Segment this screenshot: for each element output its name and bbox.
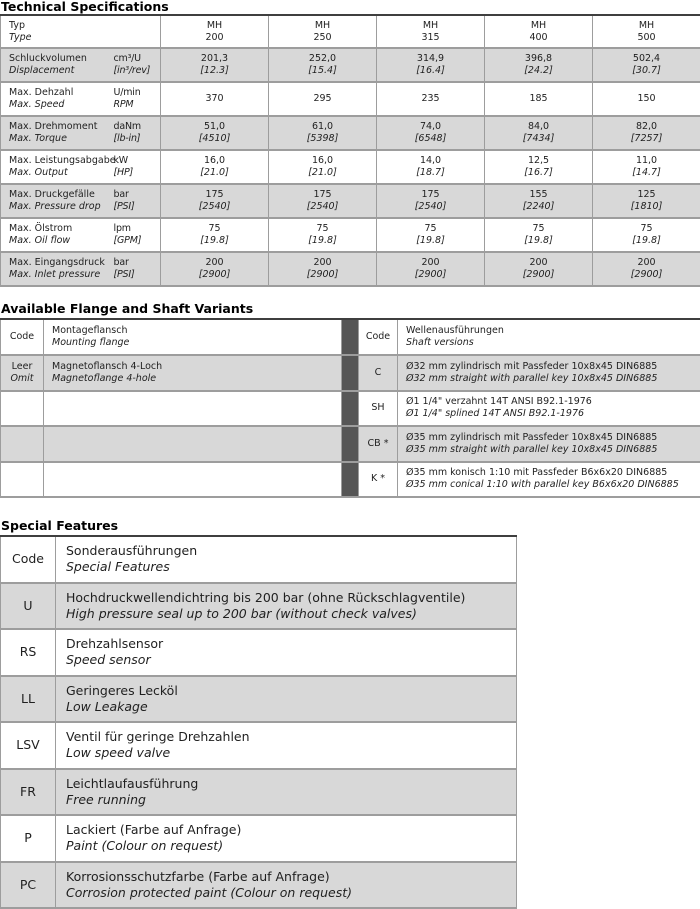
flange-desc-cell	[44, 426, 342, 462]
value-metric: 155	[529, 189, 548, 200]
feature-row-fr	[1, 769, 517, 816]
value-imperial: [2900]	[522, 269, 555, 280]
value-imperial: [2540]	[414, 201, 447, 212]
spec-label-cell	[1, 116, 113, 150]
spec-unit-de: U/min	[113, 87, 141, 98]
value-metric: 75	[208, 223, 221, 234]
spec-unit-de: daNm	[113, 121, 141, 132]
value-metric: 51,0	[203, 121, 226, 132]
spec-label-cell	[1, 218, 113, 252]
spec-label-en: Displacement	[9, 65, 75, 76]
value-metric: 200	[637, 257, 656, 268]
value-metric: 502,4	[632, 53, 661, 64]
spec-label-en: Max. Inlet pressure	[9, 269, 101, 280]
spec-value-cell	[593, 218, 700, 252]
shaft-desc-de: Ø35 mm konisch 1:10 mit Passfeder B6x6x20 DIN6885	[406, 467, 668, 479]
value-imperial: [15.4]	[308, 65, 337, 76]
value-imperial: [1810]	[630, 201, 663, 212]
value-imperial: [4510]	[198, 133, 231, 144]
feature-row-pc	[1, 862, 517, 909]
spec-label-de: Max. Druckgefälle	[9, 189, 95, 200]
feature-desc-en: High pressure seal up to 200 bar (without check valves)	[66, 605, 417, 621]
spec-unit-de: cm³/U	[113, 53, 141, 64]
spec-label-en: Max. Speed	[9, 99, 65, 110]
flange-shaft-variants-table	[0, 318, 700, 498]
feature-row-u	[1, 583, 517, 630]
model-header-cell	[269, 15, 377, 48]
model-series: MH	[314, 19, 331, 31]
spec-value-cell	[161, 82, 269, 116]
spec-unit-en: [HP]	[113, 167, 133, 178]
technical-specifications-table	[0, 14, 700, 287]
value-imperial: [2240]	[522, 201, 555, 212]
spec-value-cell	[485, 184, 593, 218]
flange-code-de: Leer	[11, 360, 33, 372]
features-header-cell	[56, 536, 517, 583]
spec-value-cell	[377, 252, 485, 286]
feature-desc-de: Hochdruckwellendichtring bis 200 bar (ohne Rückschlagventile)	[66, 589, 466, 605]
variants-row	[1, 355, 700, 391]
feature-desc-en: Free running	[66, 791, 146, 807]
section-title-flange-shaft-variants: Available Flange and Shaft Variants	[1, 301, 254, 316]
value-metric: 16,0	[203, 155, 226, 166]
spec-row-torque	[1, 116, 700, 150]
spec-row-speed	[1, 82, 700, 116]
spec-value-cell	[593, 252, 700, 286]
spec-value-cell	[377, 116, 485, 150]
flange-desc-cell	[44, 391, 342, 427]
spec-value-cell	[269, 150, 377, 184]
model-size: 315	[421, 31, 440, 43]
value-metric: 14,0	[419, 155, 442, 166]
spec-type-header-cell	[1, 15, 161, 48]
variants-row	[1, 462, 700, 498]
spec-value-cell	[161, 252, 269, 286]
spec-unit-cell	[113, 116, 161, 150]
spec-value-cell	[161, 184, 269, 218]
value-imperial: [24.2]	[524, 65, 553, 76]
spec-value-cell	[377, 218, 485, 252]
spec-unit-cell	[113, 218, 161, 252]
value-metric: 75	[316, 223, 329, 234]
spec-value-cell	[377, 150, 485, 184]
spec-label-de: Max. Eingangsdruck	[9, 257, 105, 268]
value-imperial: [2540]	[198, 201, 231, 212]
value-metric: 150	[637, 93, 656, 104]
feature-desc-de: Korrosionsschutzfarbe (Farbe auf Anfrage)	[66, 868, 330, 884]
shaft-desc-de: Ø1 1/4" verzahnt 14T ANSI B92.1-1976	[406, 396, 592, 408]
spec-label-de: Max. Drehmoment	[9, 121, 98, 132]
divider-strip	[342, 391, 359, 427]
spec-value-cell	[161, 218, 269, 252]
value-imperial: [12.3]	[200, 65, 229, 76]
shaft-desc-en: Ø32 mm straight with parallel key 10x8x45 DIN6885	[406, 372, 658, 384]
shaft-code-cell: C	[359, 355, 398, 391]
value-imperial: [5398]	[306, 133, 339, 144]
flange-code-header-cell: Code	[1, 319, 44, 355]
shaft-desc-cell	[398, 462, 700, 498]
value-imperial: [2900]	[630, 269, 663, 280]
spec-value-cell	[269, 218, 377, 252]
spec-value-cell	[377, 184, 485, 218]
spec-value-cell	[269, 48, 377, 82]
feature-code-cell: RS	[1, 629, 56, 676]
spec-label-de: Max. Dehzahl	[9, 87, 74, 98]
model-header-cell	[593, 15, 700, 48]
value-metric: 201,3	[200, 53, 229, 64]
spec-value-cell	[377, 82, 485, 116]
feature-code-cell: PC	[1, 862, 56, 909]
spec-label-cell	[1, 82, 113, 116]
section-title-technical-specifications: Technical Specifications	[1, 0, 169, 14]
shaft-desc-cell	[398, 391, 700, 427]
value-imperial: [30.7]	[632, 65, 661, 76]
spec-label-de: Max. Leistungsabgabe	[9, 155, 116, 166]
spec-value-cell	[269, 82, 377, 116]
value-metric: 314,9	[416, 53, 445, 64]
type-label-en: Type	[9, 31, 32, 43]
value-imperial: [7434]	[522, 133, 555, 144]
value-imperial: [21.0]	[308, 167, 337, 178]
feature-desc-en: Low Leakage	[66, 698, 148, 714]
value-imperial: [18.7]	[416, 167, 445, 178]
feature-desc-en: Speed sensor	[66, 652, 151, 668]
variants-row	[1, 391, 700, 427]
value-metric: 16,0	[311, 155, 334, 166]
value-metric: 82,0	[635, 121, 658, 132]
spec-label-cell	[1, 252, 113, 286]
spec-unit-en: [PSI]	[113, 269, 135, 280]
spec-label-en: Max. Pressure drop	[9, 201, 101, 212]
divider-strip	[342, 355, 359, 391]
flange-desc-en: Magnetoflange 4-hole	[52, 372, 157, 384]
model-series: MH	[422, 19, 439, 31]
feature-desc-de: Lackiert (Farbe auf Anfrage)	[66, 822, 242, 838]
spec-unit-cell	[113, 150, 161, 184]
value-imperial: [19.8]	[524, 235, 553, 246]
type-label-de: Typ	[9, 19, 25, 31]
model-header-cell	[485, 15, 593, 48]
value-imperial: [19.8]	[416, 235, 445, 246]
spec-value-cell	[593, 48, 700, 82]
value-metric: 175	[205, 189, 224, 200]
value-metric: 12,5	[527, 155, 550, 166]
spec-unit-cell	[113, 252, 161, 286]
spec-unit-de: lpm	[113, 223, 131, 234]
feature-desc-de: Ventil für geringe Drehzahlen	[66, 729, 250, 745]
features-header-en: Special Features	[66, 559, 170, 575]
value-metric: 200	[529, 257, 548, 268]
shaft-desc-de: Ø32 mm zylindrisch mit Passfeder 10x8x45 DIN6885	[406, 360, 658, 372]
spec-value-cell	[485, 150, 593, 184]
flange-desc-de: Magnetoflansch 4-Loch	[52, 360, 163, 372]
value-imperial: [7257]	[630, 133, 663, 144]
spec-value-cell	[161, 116, 269, 150]
spec-value-cell	[593, 82, 700, 116]
feature-code-cell: LSV	[1, 722, 56, 769]
feature-code-cell: FR	[1, 769, 56, 816]
flange-header-de: Montageflansch	[52, 325, 128, 336]
shaft-header-de: Wellenausführungen	[406, 325, 504, 336]
feature-desc-de: Geringeres Lecköl	[66, 682, 178, 698]
feature-desc-en: Paint (Colour on request)	[66, 838, 224, 854]
model-size: 200	[205, 31, 224, 43]
feature-row-ll	[1, 676, 517, 723]
flange-code-en: Omit	[10, 372, 34, 384]
flange-code-cell	[1, 355, 44, 391]
spec-value-cell	[161, 150, 269, 184]
feature-desc-de: Leichtlaufausführung	[66, 775, 199, 791]
value-imperial: [16.7]	[524, 167, 553, 178]
feature-row-rs	[1, 629, 517, 676]
model-series: MH	[638, 19, 655, 31]
divider-strip	[342, 462, 359, 498]
shaft-desc-en: Ø35 mm straight with parallel key 10x8x45 DIN6885	[406, 443, 658, 455]
model-size: 400	[529, 31, 548, 43]
flange-desc-cell	[44, 355, 342, 391]
shaft-code-cell: CB *	[359, 426, 398, 462]
spec-row-oil-flow	[1, 218, 700, 252]
value-metric: 200	[205, 257, 224, 268]
divider-strip	[342, 319, 359, 355]
spec-unit-cell	[113, 184, 161, 218]
spec-unit-en: [GPM]	[113, 235, 142, 246]
shaft-code-cell: SH	[359, 391, 398, 427]
feature-code-cell: U	[1, 583, 56, 630]
spec-value-cell	[269, 116, 377, 150]
spec-unit-cell	[113, 48, 161, 82]
spec-value-cell	[377, 48, 485, 82]
value-metric: 185	[529, 93, 548, 104]
value-imperial: [14.7]	[632, 167, 661, 178]
value-metric: 84,0	[527, 121, 550, 132]
model-header-cell	[377, 15, 485, 48]
value-metric: 175	[313, 189, 332, 200]
feature-code-cell: P	[1, 815, 56, 862]
spec-value-cell	[485, 82, 593, 116]
value-imperial: [2540]	[306, 201, 339, 212]
spec-value-cell	[269, 184, 377, 218]
spec-unit-en: [PSI]	[113, 201, 135, 212]
spec-unit-en: RPM	[113, 99, 134, 110]
flange-header-en: Mounting flange	[52, 337, 130, 348]
value-imperial: [19.8]	[632, 235, 661, 246]
spec-row-output	[1, 150, 700, 184]
features-code-header-cell: Code	[1, 536, 56, 583]
feature-desc-cell	[56, 722, 517, 769]
spec-value-cell	[593, 116, 700, 150]
feature-desc-en: Corrosion protected paint (Colour on request)	[66, 884, 352, 900]
value-metric: 235	[421, 93, 440, 104]
value-metric: 125	[637, 189, 656, 200]
value-imperial: [2900]	[306, 269, 339, 280]
spec-unit-de: bar	[113, 189, 129, 200]
value-imperial: [19.8]	[200, 235, 229, 246]
divider-strip	[342, 426, 359, 462]
flange-code-cell	[1, 426, 44, 462]
spec-label-de: Schluckvolumen	[9, 53, 87, 64]
shaft-header-cell	[398, 319, 700, 355]
spec-unit-en: [in³/rev]	[113, 65, 151, 76]
flange-code-cell	[1, 462, 44, 498]
spec-label-de: Max. Ölstrom	[9, 223, 73, 234]
spec-unit-de: bar	[113, 257, 129, 268]
shaft-code-header-cell: Code	[359, 319, 398, 355]
value-metric: 200	[421, 257, 440, 268]
value-metric: 295	[313, 93, 332, 104]
variants-row	[1, 426, 700, 462]
value-metric: 175	[421, 189, 440, 200]
shaft-desc-en: Ø1 1/4" splined 14T ANSI B92.1-1976	[406, 408, 585, 420]
features-header-de: Sonderausführungen	[66, 543, 198, 559]
model-header-cell	[161, 15, 269, 48]
spec-label-cell	[1, 184, 113, 218]
feature-desc-cell	[56, 676, 517, 723]
spec-label-en: Max. Torque	[9, 133, 67, 144]
value-metric: 75	[640, 223, 653, 234]
value-imperial: [21.0]	[200, 167, 229, 178]
value-metric: 252,0	[308, 53, 337, 64]
shaft-header-en: Shaft versions	[406, 337, 474, 348]
spec-value-cell	[485, 218, 593, 252]
feature-desc-en: Low speed valve	[66, 745, 171, 761]
model-size: 500	[637, 31, 656, 43]
value-metric: 11,0	[635, 155, 658, 166]
model-size: 250	[313, 31, 332, 43]
value-imperial: [2900]	[198, 269, 231, 280]
spec-row-displacement	[1, 48, 700, 82]
spec-label-cell	[1, 48, 113, 82]
value-imperial: [16.4]	[416, 65, 445, 76]
value-imperial: [2900]	[414, 269, 447, 280]
spec-label-cell	[1, 150, 116, 184]
shaft-code-cell: K *	[359, 462, 398, 498]
model-series: MH	[530, 19, 547, 31]
value-imperial: [19.8]	[308, 235, 337, 246]
spec-row-inlet-pressure	[1, 252, 700, 286]
flange-code-cell	[1, 391, 44, 427]
section-title-special-features: Special Features	[1, 518, 119, 533]
spec-row-pressure-drop	[1, 184, 700, 218]
spec-label-en: Max. Oil flow	[9, 235, 71, 246]
spec-value-cell	[485, 48, 593, 82]
feature-row-lsv	[1, 722, 517, 769]
flange-desc-cell	[44, 462, 342, 498]
feature-desc-cell	[56, 583, 517, 630]
spec-value-cell	[485, 116, 593, 150]
value-metric: 61,0	[311, 121, 334, 132]
value-metric: 396,8	[524, 53, 553, 64]
model-series: MH	[206, 19, 223, 31]
special-features-table	[0, 535, 517, 909]
spec-value-cell	[485, 252, 593, 286]
spec-unit-de: kW	[113, 155, 128, 166]
spec-value-cell	[161, 48, 269, 82]
shaft-desc-cell	[398, 355, 700, 391]
features-header-row	[1, 536, 517, 583]
variants-header-row	[1, 319, 700, 355]
spec-value-cell	[593, 150, 700, 184]
feature-desc-cell	[56, 769, 517, 816]
feature-desc-cell	[56, 862, 517, 909]
value-metric: 75	[532, 223, 545, 234]
feature-desc-de: Drehzahlsensor	[66, 636, 164, 652]
shaft-desc-en: Ø35 mm conical 1:10 with parallel key B6x6x20 DIN6885	[406, 479, 679, 491]
value-imperial: [6548]	[414, 133, 447, 144]
feature-row-p	[1, 815, 517, 862]
flange-header-cell	[44, 319, 342, 355]
spec-unit-en: [lb-in]	[113, 133, 141, 144]
spec-header-row	[1, 15, 700, 48]
spec-value-cell	[593, 184, 700, 218]
value-metric: 200	[313, 257, 332, 268]
feature-desc-cell	[56, 629, 517, 676]
spec-unit-cell	[113, 82, 161, 116]
spec-label-en: Max. Output	[9, 167, 68, 178]
value-metric: 74,0	[419, 121, 442, 132]
value-metric: 370	[205, 93, 224, 104]
shaft-desc-cell	[398, 426, 700, 462]
shaft-desc-de: Ø35 mm zylindrisch mit Passfeder 10x8x45 DIN6885	[406, 431, 658, 443]
feature-desc-cell	[56, 815, 517, 862]
feature-code-cell: LL	[1, 676, 56, 723]
value-metric: 75	[424, 223, 437, 234]
spec-value-cell	[269, 252, 377, 286]
